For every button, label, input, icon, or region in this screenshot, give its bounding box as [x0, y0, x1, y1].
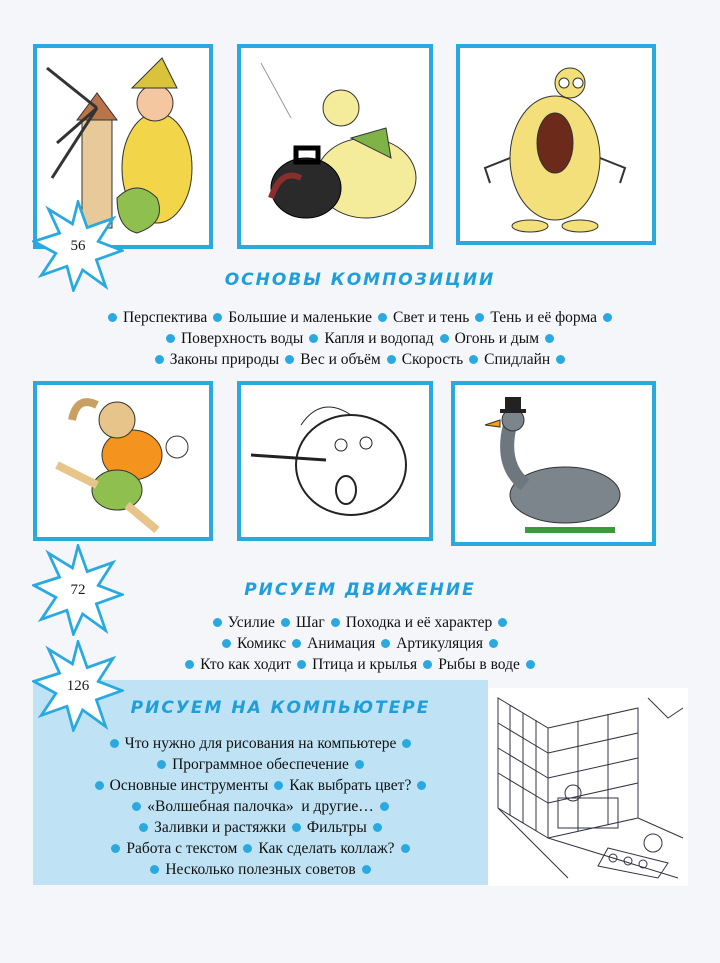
- bullet-icon: [243, 844, 252, 853]
- bullet-icon: [274, 781, 283, 790]
- topic-line: [0, 309, 720, 327]
- topic-line: [33, 777, 488, 795]
- topic-item: Птица и крылья: [312, 656, 418, 673]
- bullet-icon: [281, 618, 290, 627]
- topic-item: Несколько полезных советов: [165, 861, 356, 878]
- topic-line: [33, 798, 488, 816]
- bullet-icon: [603, 313, 612, 322]
- bullet-icon: [95, 781, 104, 790]
- bullet-icon: [213, 618, 222, 627]
- topic-item: Свет и тень: [393, 309, 470, 326]
- topic-item: Как выбрать цвет?: [289, 777, 412, 794]
- topic-item: Кто как ходит: [200, 656, 292, 673]
- topic-line: [33, 861, 488, 879]
- topic-item: Анимация: [307, 635, 376, 652]
- bullet-icon: [110, 739, 119, 748]
- topic-item: Тень и её форма: [490, 309, 598, 326]
- topic-line: [0, 351, 720, 369]
- bullet-icon: [222, 639, 231, 648]
- section-title-computer: РИСУЕМ НА КОМПЬЮТЕРЕ: [130, 698, 431, 718]
- bullet-icon: [213, 313, 222, 322]
- pinocchio-face-drawing: [241, 385, 429, 537]
- bullet-icon: [297, 660, 306, 669]
- dog-football-drawing: [37, 385, 209, 537]
- bullet-icon: [309, 334, 318, 343]
- illustration-shouting-blob: [456, 44, 656, 245]
- topic-item: Перспектива: [122, 309, 208, 326]
- bullet-icon: [292, 639, 301, 648]
- bullet-icon: [111, 844, 120, 853]
- page-number-star-126: [32, 640, 124, 732]
- bullet-icon: [157, 760, 166, 769]
- bullet-icon: [373, 823, 382, 832]
- bullet-icon: [185, 660, 194, 669]
- topic-item: Заливки и растяжки: [154, 819, 286, 836]
- illustration-weight-character: [237, 44, 433, 249]
- bullet-icon: [402, 739, 411, 748]
- bullet-icon: [292, 823, 301, 832]
- topic-item: «Волшебная палочка» и другие…: [147, 798, 374, 815]
- topic-item: Вес и объём: [300, 351, 381, 368]
- topic-line: [0, 614, 720, 632]
- topic-line: [33, 840, 488, 858]
- topic-item: Рыбы в воде: [438, 656, 520, 673]
- topic-line: [33, 756, 488, 774]
- bullet-icon: [469, 355, 478, 364]
- illustration-pinocchio-face: [237, 381, 433, 541]
- topic-item: Шаг: [295, 614, 325, 631]
- topic-item: Большие и маленькие: [228, 309, 373, 326]
- topic-line: [33, 735, 488, 753]
- topic-item: Огонь и дым: [454, 330, 540, 347]
- topic-item: Походка и её характер: [345, 614, 493, 631]
- bullet-icon: [387, 355, 396, 364]
- page-number: 56: [70, 237, 86, 254]
- bullet-icon: [498, 618, 507, 627]
- weight-character-drawing: [241, 48, 429, 245]
- topic-item: Артикуляция: [396, 635, 484, 652]
- section-title-composition: ОСНОВЫ КОМПОЗИЦИИ: [224, 270, 496, 290]
- bullet-icon: [556, 355, 565, 364]
- bullet-icon: [139, 823, 148, 832]
- bullet-icon: [108, 313, 117, 322]
- illustration-dog-football: [33, 381, 213, 541]
- bullet-icon: [417, 781, 426, 790]
- topic-item: Скорость: [401, 351, 464, 368]
- topic-item: Поверхность воды: [180, 330, 304, 347]
- bullet-icon: [545, 334, 554, 343]
- bullet-icon: [331, 618, 340, 627]
- goose-hat-drawing: [455, 385, 652, 542]
- bullet-icon: [423, 660, 432, 669]
- bullet-icon: [401, 844, 410, 853]
- topic-item: Спидлайн: [484, 351, 551, 368]
- bullet-icon: [440, 334, 449, 343]
- bullet-icon: [166, 334, 175, 343]
- topic-item: Программное обеспечение: [172, 756, 349, 773]
- section-title-motion: РИСУЕМ ДВИЖЕНИЕ: [244, 580, 476, 600]
- page-number: 72: [70, 581, 86, 598]
- topic-line: [0, 330, 720, 348]
- topic-item: Как сделать коллаж?: [258, 840, 395, 857]
- topic-item: Капля и водопад: [324, 330, 434, 347]
- bullet-icon: [362, 865, 371, 874]
- kitchen-drawing: [488, 688, 688, 886]
- bullet-icon: [475, 313, 484, 322]
- bullet-icon: [378, 313, 387, 322]
- page-number: 126: [66, 677, 90, 694]
- illustration-goose-hat: [451, 381, 656, 546]
- bullet-icon: [380, 802, 389, 811]
- topic-line: [33, 819, 488, 837]
- topic-item: Основные инструменты: [109, 777, 269, 794]
- bullet-icon: [132, 802, 141, 811]
- topic-item: Усилие: [227, 614, 275, 631]
- bullet-icon: [526, 660, 535, 669]
- illustration-kitchen: [488, 688, 688, 886]
- bullet-icon: [285, 355, 294, 364]
- topic-item: Работа с текстом: [126, 840, 238, 857]
- bullet-icon: [489, 639, 498, 648]
- bullet-icon: [381, 639, 390, 648]
- bullet-icon: [355, 760, 364, 769]
- bullet-icon: [150, 865, 159, 874]
- topic-item: Фильтры: [306, 819, 367, 836]
- topic-item: Что нужно для рисования на компьютере: [124, 735, 397, 752]
- topic-item: Законы природы: [169, 351, 280, 368]
- shouting-blob-drawing: [460, 48, 652, 241]
- topic-item: Комикс: [236, 635, 287, 652]
- bullet-icon: [155, 355, 164, 364]
